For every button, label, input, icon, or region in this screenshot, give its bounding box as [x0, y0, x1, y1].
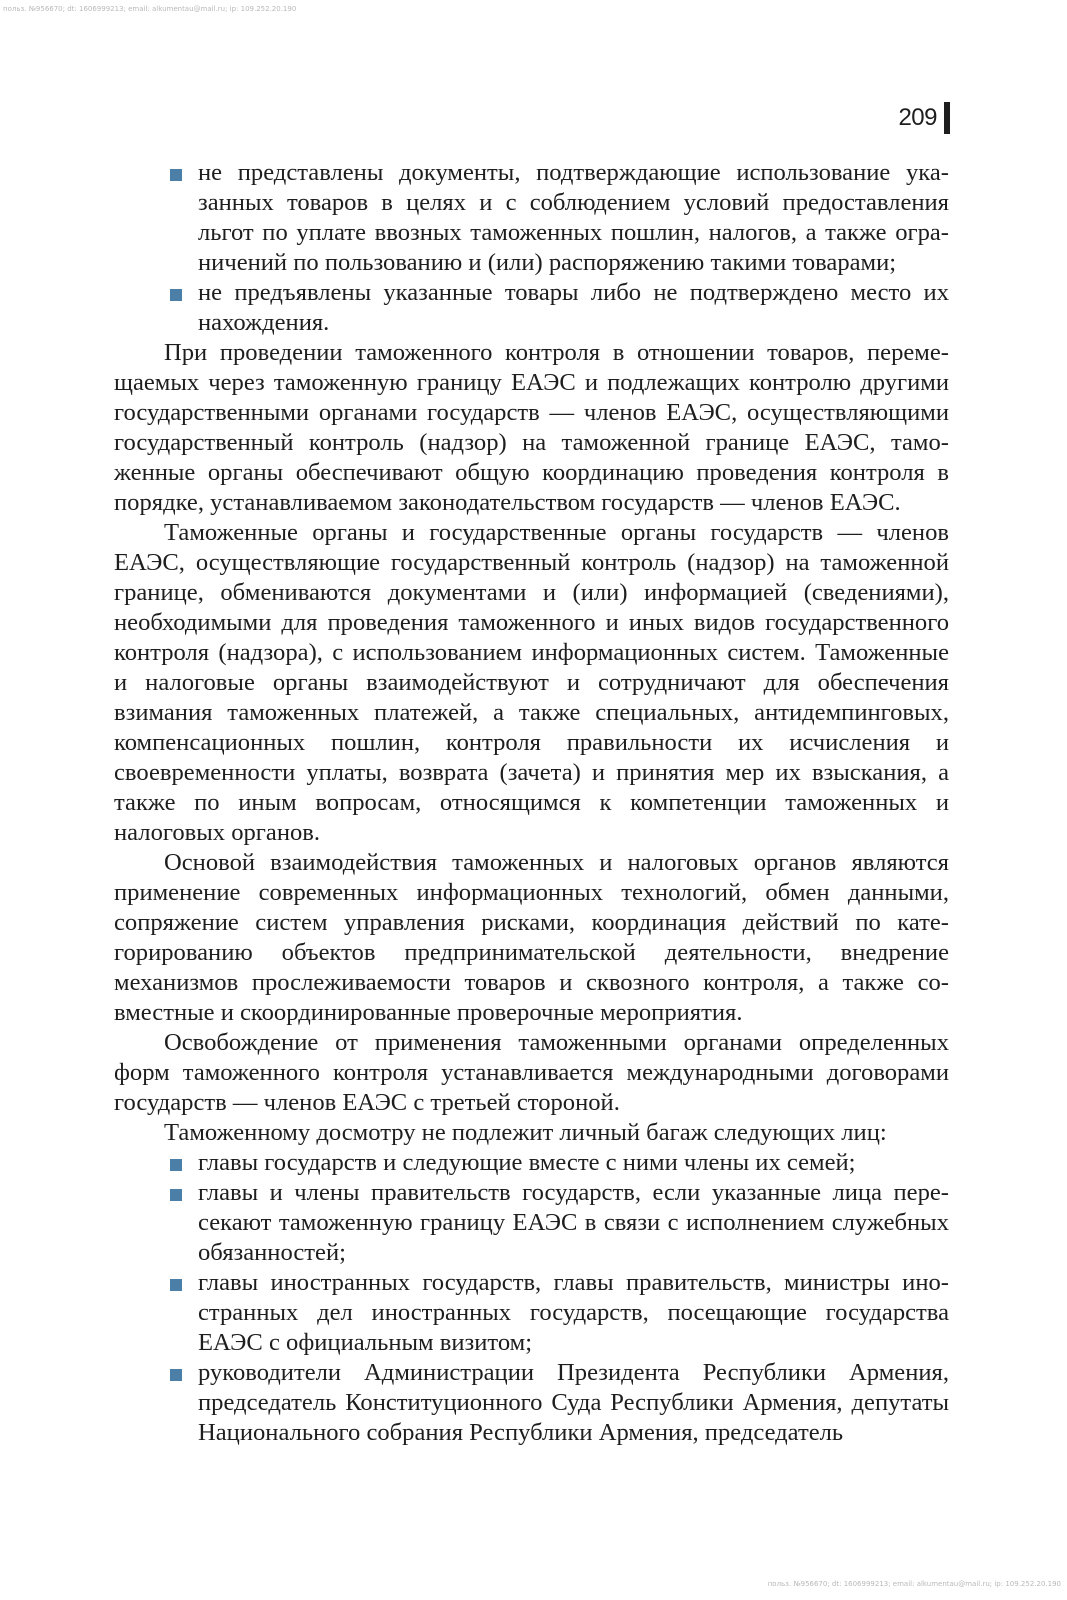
list-item [114, 1148, 949, 1178]
list-item [114, 278, 949, 338]
page-number-bar [944, 102, 950, 134]
paragraph: Основой взаимодействия таможенных и налоговых органов являются применение современных информационных технологий, обмен данными, сопряжение систем управления рисками, координация действий по категорированию объектов предпринимательской деятельности, внедрение механизмов прослеживаемости товаров и сквозного контроля, а также совместные и скоординированные проверочные мероприятия. [114, 849, 949, 1026]
list-item-text: главы государств и следующие вместе с ними члены их семей; [198, 1149, 856, 1176]
watermark-top: польз. №956670; dt: 1606999213; email: alkumentau@mail.ru; ip: 109.252.20.190 [3, 5, 297, 13]
square-bullet-icon [170, 1189, 182, 1201]
square-bullet-icon [170, 169, 182, 181]
list-item [114, 1178, 949, 1268]
list-item-text: не предъявлены указанные товары либо не подтверждено место их нахождения. [198, 279, 949, 336]
paragraph: Таможенные органы и государственные органы государств — членов ЕАЭС, осуществляющие государственный контроль (надзор) на таможенной границе, обмениваются документами и (или) информацией (сведениями), необходимыми для проведения таможенного и иных видов государственного контроля (надзора), с использованием информационных систем. Таможенные и налоговые органы взаимодействуют и сотрудничают для обеспечения взимания таможенных платежей, а также специальных, антидемпинговых, компенсационных пошлин, контроля правильности их исчисления и своевременности уплаты, возврата (зачета) и принятия мер их взыскания, а также по иным вопросам, относящимся к компетенции таможенных и налоговых органов. [114, 519, 949, 846]
square-bullet-icon [170, 1369, 182, 1381]
list-item-text: руководители Администрации Президента Республики Армения, председатель Конституционного Суда Республики Армения, депутаты Национального собрания Республики Армения, председатель [198, 1359, 949, 1446]
list-item [114, 158, 949, 278]
watermark-bottom: польз. №956670; dt: 1606999213; email: alkumentau@mail.ru; ip: 109.252.20.190 [767, 1580, 1061, 1588]
square-bullet-icon [170, 289, 182, 301]
page-number-label: 209 [898, 104, 937, 131]
page-text [114, 158, 949, 1448]
list-item-text: главы иностранных государств, главы правительств, министры иностранных дел иностранных государств, посещающие государства ЕАЭС с официальным визитом; [198, 1269, 949, 1356]
square-bullet-icon [170, 1159, 182, 1171]
list-item [114, 1358, 949, 1448]
bullet-list-bottom [114, 1148, 949, 1448]
bullet-list-top [114, 158, 949, 338]
square-bullet-icon [170, 1279, 182, 1291]
paragraph: Освобождение от применения таможенными органами определенных форм таможенного контроля устанавливается международными договорами государств — членов ЕАЭС с третьей стороной. [114, 1029, 949, 1116]
list-item [114, 1268, 949, 1358]
paragraph: При проведении таможенного контроля в отношении товаров, перемещаемых через таможенную границу ЕАЭС и подлежащих контролю другими государственными органами государств — членов ЕАЭС, осуществляющими государственный контроль (надзор) на таможенной границе ЕАЭС, таможенные органы обеспечивают общую координацию проведения контроля в порядке, устанавливаемом законодательством государств — членов ЕАЭС. [114, 339, 949, 516]
list-item-text: главы и члены правительств государств, если указанные лица пересекают таможенную границу ЕАЭС в связи с исполнением служебных обязанностей; [198, 1179, 949, 1266]
page-number [898, 102, 950, 134]
list-item-text: не представлены документы, подтверждающие использование указанных товаров в целях и с соблюдением условий предоставления льгот по уплате ввозных таможенных пошлин, налогов, а также ограничений по пользованию и (или) распоряжению такими товарами; [198, 159, 949, 276]
paragraph: Таможенному досмотру не подлежит личный багаж следующих лиц: [164, 1119, 887, 1146]
